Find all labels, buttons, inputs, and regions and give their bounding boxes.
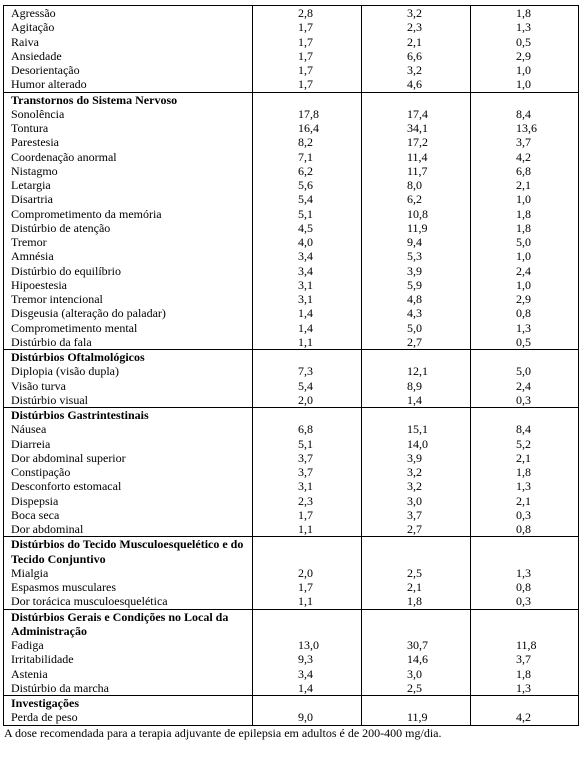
table-row (4, 35, 579, 49)
incidence-value-col-2: 14,6 (362, 652, 471, 666)
incidence-value-col-1: 9,0 (253, 710, 362, 725)
incidence-value-col-2: 4,6 (362, 77, 471, 92)
table-row (4, 364, 579, 378)
incidence-value-col-1: 13,0 (253, 638, 362, 652)
table-row (4, 681, 579, 696)
table-row (4, 164, 579, 178)
table-row (4, 278, 579, 292)
incidence-value-col-2: 11,9 (362, 221, 471, 235)
empty-cell (253, 696, 362, 711)
section-header-investigacoes (4, 696, 579, 711)
table-row (4, 652, 579, 666)
empty-cell (253, 350, 362, 365)
empty-cell (362, 696, 471, 711)
table-row (4, 121, 579, 135)
empty-cell (253, 408, 362, 423)
empty-cell (471, 350, 579, 365)
table-row (4, 207, 579, 221)
incidence-value-col-2: 3,7 (362, 508, 471, 522)
adverse-event-name: Amnésia (4, 249, 253, 263)
adverse-event-name: Tremor (4, 235, 253, 249)
adverse-event-name: Agressão (4, 6, 253, 21)
section-header-disturbios-gerais-e-condicoes-no-local-da-administracao (4, 609, 579, 638)
adverse-event-name: Astenia (4, 667, 253, 681)
adverse-event-name: Diarreia (4, 437, 253, 451)
incidence-value-col-2: 3,9 (362, 451, 471, 465)
incidence-value-col-1: 1,4 (253, 306, 362, 320)
adverse-event-name: Dor abdominal superior (4, 451, 253, 465)
incidence-value-col-2: 8,0 (362, 178, 471, 192)
incidence-value-col-1: 1,1 (253, 522, 362, 537)
incidence-value-col-1: 6,8 (253, 422, 362, 436)
incidence-value-col-3: 2,1 (471, 494, 579, 508)
incidence-value-col-1: 1,7 (253, 35, 362, 49)
adverse-event-name: Sonolência (4, 107, 253, 121)
adverse-event-name: Tremor intencional (4, 292, 253, 306)
table-row (4, 107, 579, 121)
section-title: Investigações (4, 696, 253, 711)
table-row (4, 63, 579, 77)
incidence-value-col-1: 1,1 (253, 335, 362, 350)
empty-cell (362, 609, 471, 638)
adverse-event-name: Distúrbio da fala (4, 335, 253, 350)
incidence-value-col-2: 9,4 (362, 235, 471, 249)
section-title: Distúrbios do Tecido Musculoesquelético e do Tecido Conjuntivo (4, 537, 253, 566)
adverse-event-name: Comprometimento da memória (4, 207, 253, 221)
table-row (4, 508, 579, 522)
empty-cell (471, 609, 579, 638)
incidence-value-col-3: 5,0 (471, 364, 579, 378)
incidence-value-col-1: 17,8 (253, 107, 362, 121)
empty-cell (471, 408, 579, 423)
empty-cell (362, 350, 471, 365)
adverse-event-name: Coordenação anormal (4, 150, 253, 164)
incidence-value-col-2: 2,3 (362, 20, 471, 34)
incidence-value-col-2: 3,0 (362, 494, 471, 508)
adverse-event-name: Espasmos musculares (4, 580, 253, 594)
incidence-value-col-3: 1,3 (471, 479, 579, 493)
incidence-value-col-2: 11,7 (362, 164, 471, 178)
incidence-value-col-2: 11,9 (362, 710, 471, 725)
incidence-value-col-3: 1,3 (471, 20, 579, 34)
table-row (4, 192, 579, 206)
adverse-event-name: Perda de peso (4, 710, 253, 725)
section-title: Distúrbios Oftalmológicos (4, 350, 253, 365)
incidence-value-col-1: 1,7 (253, 20, 362, 34)
adverse-event-name: Dor abdominal (4, 522, 253, 537)
incidence-value-col-1: 3,1 (253, 278, 362, 292)
incidence-value-col-1: 5,6 (253, 178, 362, 192)
incidence-value-col-3: 13,6 (471, 121, 579, 135)
incidence-value-col-1: 2,0 (253, 566, 362, 580)
table-row (4, 249, 579, 263)
incidence-value-col-2: 17,2 (362, 135, 471, 149)
adverse-event-name: Disgeusia (alteração do paladar) (4, 306, 253, 320)
section-title: Distúrbios Gerais e Condições no Local da Administração (4, 609, 253, 638)
adverse-event-name: Hipoestesia (4, 278, 253, 292)
incidence-value-col-2: 30,7 (362, 638, 471, 652)
adverse-event-name: Disartria (4, 192, 253, 206)
adverse-events-table (3, 5, 579, 726)
incidence-value-col-3: 5,0 (471, 235, 579, 249)
adverse-event-name: Agitação (4, 20, 253, 34)
table-row (4, 264, 579, 278)
section-header-disturbios-oftalmologicos (4, 350, 579, 365)
incidence-value-col-3: 0,3 (471, 508, 579, 522)
adverse-event-name: Desorientação (4, 63, 253, 77)
incidence-value-col-3: 0,3 (471, 594, 579, 609)
incidence-value-col-3: 11,8 (471, 638, 579, 652)
incidence-value-col-2: 8,9 (362, 379, 471, 393)
adverse-event-name: Irritabilidade (4, 652, 253, 666)
incidence-value-col-3: 1,0 (471, 63, 579, 77)
table-row (4, 422, 579, 436)
empty-cell (253, 609, 362, 638)
adverse-event-name: Humor alterado (4, 77, 253, 92)
table-row (4, 6, 579, 21)
incidence-value-col-1: 1,7 (253, 580, 362, 594)
incidence-value-col-1: 3,4 (253, 249, 362, 263)
table-row (4, 667, 579, 681)
incidence-value-col-2: 34,1 (362, 121, 471, 135)
table-row (4, 594, 579, 609)
incidence-value-col-1: 9,3 (253, 652, 362, 666)
adverse-event-name: Tontura (4, 121, 253, 135)
adverse-event-name: Desconforto estomacal (4, 479, 253, 493)
footnote: A dose recomendada para a terapia adjuvante de epilepsia em adultos é de 200-400 mg/dia. (4, 725, 442, 740)
table-row (4, 292, 579, 306)
adverse-event-name: Distúrbio de atenção (4, 221, 253, 235)
incidence-value-col-3: 0,8 (471, 306, 579, 320)
adverse-event-name: Distúrbio da marcha (4, 681, 253, 696)
incidence-value-col-3: 1,8 (471, 667, 579, 681)
incidence-value-col-1: 3,1 (253, 479, 362, 493)
table-row (4, 494, 579, 508)
table-row (4, 437, 579, 451)
incidence-value-col-1: 1,7 (253, 77, 362, 92)
adverse-event-name: Diplopia (visão dupla) (4, 364, 253, 378)
document-page (3, 5, 578, 740)
adverse-event-name: Letargia (4, 178, 253, 192)
adverse-event-name: Distúrbio visual (4, 393, 253, 408)
adverse-event-name: Boca seca (4, 508, 253, 522)
incidence-value-col-1: 7,1 (253, 150, 362, 164)
adverse-event-name: Ansiedade (4, 49, 253, 63)
table-row (4, 77, 579, 92)
incidence-value-col-2: 2,5 (362, 566, 471, 580)
adverse-event-name: Dor torácica musculoesquelética (4, 594, 253, 609)
section-header-transtornos-do-sistema-nervoso (4, 92, 579, 107)
incidence-value-col-3: 1,0 (471, 278, 579, 292)
incidence-value-col-2: 4,3 (362, 306, 471, 320)
adverse-event-name: Raiva (4, 35, 253, 49)
incidence-value-col-3: 3,7 (471, 135, 579, 149)
incidence-value-col-2: 6,6 (362, 49, 471, 63)
empty-cell (362, 537, 471, 566)
incidence-value-col-1: 8,2 (253, 135, 362, 149)
incidence-value-col-2: 15,1 (362, 422, 471, 436)
incidence-value-col-3: 1,8 (471, 6, 579, 21)
incidence-value-col-3: 0,3 (471, 393, 579, 408)
incidence-value-col-2: 6,2 (362, 192, 471, 206)
empty-cell (253, 92, 362, 107)
table-body (4, 6, 579, 726)
table-row (4, 306, 579, 320)
incidence-value-col-2: 5,3 (362, 249, 471, 263)
adverse-event-name: Mialgia (4, 566, 253, 580)
table-row (4, 221, 579, 235)
incidence-value-col-2: 2,1 (362, 35, 471, 49)
incidence-value-col-1: 3,1 (253, 292, 362, 306)
incidence-value-col-1: 1,4 (253, 321, 362, 335)
incidence-value-col-2: 2,7 (362, 522, 471, 537)
incidence-value-col-3: 2,4 (471, 379, 579, 393)
table-row (4, 178, 579, 192)
empty-cell (362, 408, 471, 423)
incidence-value-col-2: 1,4 (362, 393, 471, 408)
incidence-value-col-1: 2,0 (253, 393, 362, 408)
table-row (4, 321, 579, 335)
incidence-value-col-3: 1,0 (471, 249, 579, 263)
incidence-value-col-3: 0,5 (471, 335, 579, 350)
incidence-value-col-3: 4,2 (471, 150, 579, 164)
incidence-value-col-1: 4,0 (253, 235, 362, 249)
incidence-value-col-3: 6,8 (471, 164, 579, 178)
incidence-value-col-2: 3,2 (362, 6, 471, 21)
incidence-value-col-1: 2,3 (253, 494, 362, 508)
incidence-value-col-1: 1,7 (253, 63, 362, 77)
incidence-value-col-3: 0,5 (471, 35, 579, 49)
empty-cell (471, 696, 579, 711)
incidence-value-col-3: 2,9 (471, 49, 579, 63)
incidence-value-col-2: 3,0 (362, 667, 471, 681)
empty-cell (362, 92, 471, 107)
incidence-value-col-1: 2,8 (253, 6, 362, 21)
adverse-event-name: Distúrbio do equilíbrio (4, 264, 253, 278)
incidence-value-col-1: 7,3 (253, 364, 362, 378)
incidence-value-col-3: 1,8 (471, 221, 579, 235)
incidence-value-col-1: 5,1 (253, 437, 362, 451)
incidence-value-col-2: 10,8 (362, 207, 471, 221)
adverse-event-name: Visão turva (4, 379, 253, 393)
incidence-value-col-2: 3,9 (362, 264, 471, 278)
empty-cell (253, 537, 362, 566)
table-row (4, 479, 579, 493)
adverse-event-name: Nistagmo (4, 164, 253, 178)
incidence-value-col-2: 2,7 (362, 335, 471, 350)
incidence-value-col-1: 16,4 (253, 121, 362, 135)
incidence-value-col-2: 2,1 (362, 580, 471, 594)
incidence-value-col-2: 5,0 (362, 321, 471, 335)
table-row (4, 379, 579, 393)
incidence-value-col-3: 8,4 (471, 107, 579, 121)
section-title: Distúrbios Gastrintestinais (4, 408, 253, 423)
table-row (4, 638, 579, 652)
table-row (4, 235, 579, 249)
adverse-event-name: Parestesia (4, 135, 253, 149)
incidence-value-col-3: 1,3 (471, 681, 579, 696)
incidence-value-col-3: 8,4 (471, 422, 579, 436)
adverse-event-name: Náusea (4, 422, 253, 436)
incidence-value-col-2: 14,0 (362, 437, 471, 451)
incidence-value-col-1: 5,4 (253, 379, 362, 393)
incidence-value-col-1: 3,4 (253, 667, 362, 681)
incidence-value-col-3: 4,2 (471, 710, 579, 725)
table-row (4, 49, 579, 63)
adverse-event-name: Comprometimento mental (4, 321, 253, 335)
incidence-value-col-3: 0,8 (471, 522, 579, 537)
incidence-value-col-3: 2,1 (471, 451, 579, 465)
incidence-value-col-1: 6,2 (253, 164, 362, 178)
incidence-value-col-1: 3,7 (253, 465, 362, 479)
section-title: Transtornos do Sistema Nervoso (4, 92, 253, 107)
adverse-event-name: Dispepsia (4, 494, 253, 508)
incidence-value-col-3: 3,7 (471, 652, 579, 666)
incidence-value-col-3: 2,9 (471, 292, 579, 306)
incidence-value-col-2: 2,5 (362, 681, 471, 696)
incidence-value-col-1: 3,7 (253, 451, 362, 465)
incidence-value-col-2: 3,2 (362, 479, 471, 493)
incidence-value-col-1: 1,1 (253, 594, 362, 609)
incidence-value-col-3: 1,8 (471, 207, 579, 221)
incidence-value-col-2: 4,8 (362, 292, 471, 306)
table-row (4, 465, 579, 479)
incidence-value-col-3: 1,0 (471, 77, 579, 92)
table-row (4, 335, 579, 350)
incidence-value-col-1: 1,4 (253, 681, 362, 696)
incidence-value-col-2: 3,2 (362, 63, 471, 77)
incidence-value-col-3: 2,4 (471, 264, 579, 278)
incidence-value-col-1: 3,4 (253, 264, 362, 278)
incidence-value-col-2: 3,2 (362, 465, 471, 479)
table-row (4, 150, 579, 164)
incidence-value-col-3: 0,8 (471, 580, 579, 594)
incidence-value-col-1: 5,1 (253, 207, 362, 221)
adverse-event-name: Fadiga (4, 638, 253, 652)
section-header-disturbios-gastrintestinais (4, 408, 579, 423)
adverse-event-name: Constipação (4, 465, 253, 479)
incidence-value-col-3: 1,0 (471, 192, 579, 206)
incidence-value-col-3: 1,8 (471, 465, 579, 479)
empty-cell (471, 537, 579, 566)
table-row (4, 566, 579, 580)
incidence-value-col-2: 1,8 (362, 594, 471, 609)
incidence-value-col-3: 1,3 (471, 566, 579, 580)
table-row (4, 135, 579, 149)
table-row (4, 710, 579, 725)
incidence-value-col-1: 1,7 (253, 49, 362, 63)
section-header-disturbios-do-tecido-musculoesqueletico-e-do-tecido-conjuntivo (4, 537, 579, 566)
table-row (4, 393, 579, 408)
incidence-value-col-1: 1,7 (253, 508, 362, 522)
table-row (4, 522, 579, 537)
incidence-value-col-2: 12,1 (362, 364, 471, 378)
table-row (4, 580, 579, 594)
incidence-value-col-2: 5,9 (362, 278, 471, 292)
incidence-value-col-2: 11,4 (362, 150, 471, 164)
incidence-value-col-1: 5,4 (253, 192, 362, 206)
table-row (4, 451, 579, 465)
incidence-value-col-3: 2,1 (471, 178, 579, 192)
empty-cell (471, 92, 579, 107)
incidence-value-col-1: 4,5 (253, 221, 362, 235)
incidence-value-col-3: 5,2 (471, 437, 579, 451)
incidence-value-col-2: 17,4 (362, 107, 471, 121)
incidence-value-col-3: 1,3 (471, 321, 579, 335)
table-row (4, 20, 579, 34)
